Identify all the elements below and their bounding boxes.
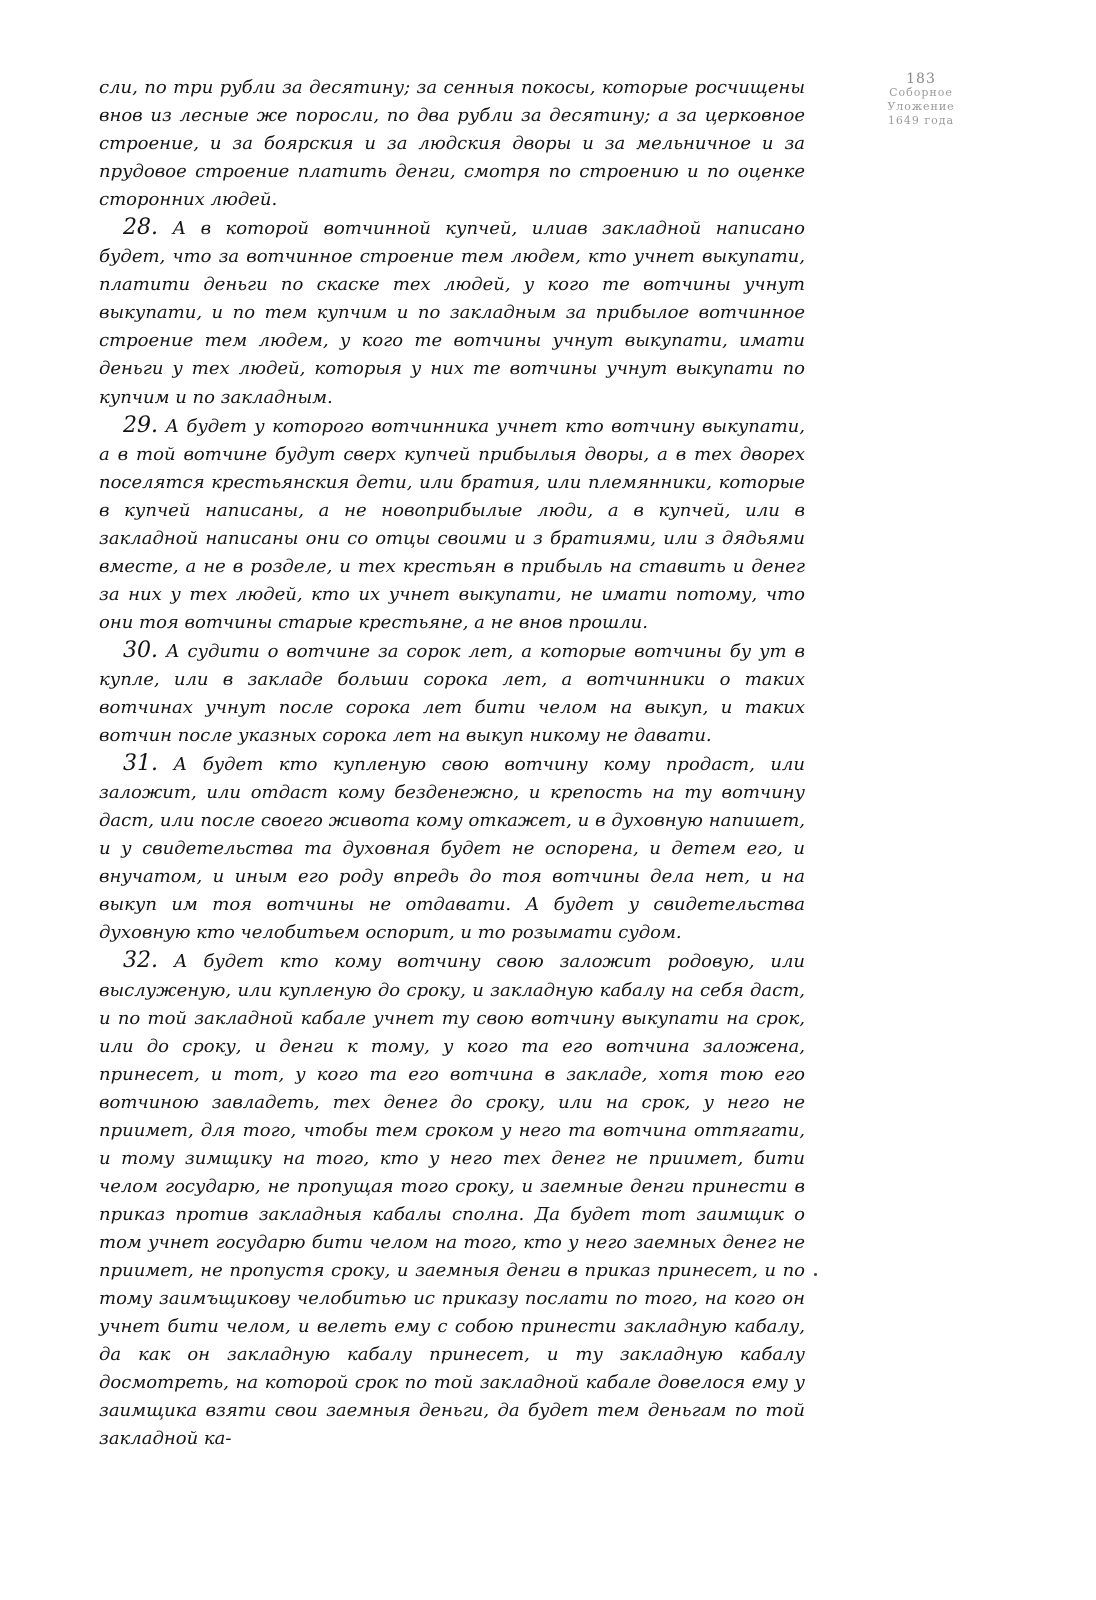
- article-text: А в которой вотчинной купчей, илиав закладной написано будет, что за вотчинное строение тем людем, кто учнет выкупати, платити деньги по скаске тех людей, у кого те вотчины учнут выкупати, и по тем купчим и по закладным за прибылое вотчинное строение тем людем, у кого те вотчины учнут выкупати, имати деньги у тех людей, которыя у них те вотчины учнут выкупати по купчим и по закладным.: [99, 218, 805, 408]
- article-number: 32.: [123, 948, 158, 974]
- article-text: А будет кто купленую свою вотчину кому продаст, или заложит, или отдаст кому безденежно, и крепость на ту вотчину даст, или после своего живота кому откажет, и в духовную напишет, и у свидетельства та духовная будет не оспорена, и детем его, и внучатом, и иным его роду впредь до тоя вотчины дела нет, и на выкуп им тоя вотчины не отдавати. А будет у свидетельства духовную кто челобитьем оспорит, и то розымати судом.: [99, 754, 805, 944]
- article-number: 31.: [123, 751, 158, 777]
- body-text: [99, 74, 805, 1453]
- paragraph-continuation: [99, 74, 805, 214]
- article-number: 29.: [123, 412, 158, 438]
- article-number: 30.: [123, 637, 158, 663]
- article-30: [99, 637, 805, 750]
- margin-line-2: Уложение: [887, 100, 955, 113]
- article-text: А судити о вотчине за сорок лет, а которые вотчины бу ут в купле, или в закладе больши сорока лет, а вотчинники о таких вотчинах учнут после сорока лет бити челом на выкуп, и таких вотчин после указных сорока лет на выкуп никому не давати.: [99, 640, 805, 747]
- paragraph-text: сли, по три рубли за десятину; за сенныя покосы, которые росчищены внов из лесные же поросли, по два рубли за десятину; а за церковное строение, и за боярския и за людския дворы и за мельничное и за прудовое строение платить денги, смотря по строению и по оценке сторонних людей.: [99, 77, 805, 211]
- article-32: [99, 947, 805, 1453]
- margin-line-1: Соборное: [889, 86, 953, 99]
- margin-line-3: 1649 года: [887, 114, 955, 127]
- margin-page-ref: 183: [906, 71, 936, 87]
- article-31: [99, 750, 805, 947]
- article-text: А будет у которого вотчинника учнет кто вотчину выкупати, а в той вотчине будут сверх купчей прибылыя дворы, а в тех дворех поселятся крестьянския дети, или братия, или племянники, которые в купчей написаны, а не новоприбылые люди, а в купчей, или в закладной написаны они со отцы своими и з братиями, или з дядьями вместе, а не в розделе, и тех крестьян в прибыль на ставить и денег за них у тех людей, кто их учнет выкупати, не имати потому, что они тоя вотчины старые крестьяне, а не внов прошли.: [99, 415, 805, 633]
- article-number: 28.: [123, 215, 158, 241]
- stray-ink-dot: [814, 1273, 817, 1276]
- article-text: А будет кто кому вотчину свою заложит родовую, или выслуженую, или купленую до сроку, и закладную кабалу на себя даст, и по той закладной кабале учнет ту свою вотчину выкупати на срок, или до сроку, и денги к тому, у кого та его вотчина заложена, принесет, и тот, у кого та его вотчина в закладе, хотя тою его вотчиною завладеть, тех денег до сроку, или на срок, у него не приимет, для того, чтобы тем сроком у него та вотчина оттягати, и тому зимщику на того, кто у него тех денег не приимет, бити челом государю, не пропущая того сроку, и заемные денги принести в приказ против закладныя кабалы сполна. Да будет тот заимщик о том учнет государю бити челом на того, кто у него заемных денег не приимет, не пропустя сроку, и заемныя денги в приказ принесет, и по тому заимъщикову челобитью ис приказу послати по того, на кого он учнет бити челом, и велеть ему с собою принести закладную кабалу, да как он закладную кабалу принесет, и ту закладную кабалу досмотреть, на которой срок по той закладной кабале довелося ему у заимщика взяти свои заемныя деньги, да будет тем деньгам по той закладной ка-: [99, 951, 805, 1450]
- article-28: [99, 214, 805, 411]
- article-29: [99, 412, 805, 637]
- margin-note: [856, 72, 986, 128]
